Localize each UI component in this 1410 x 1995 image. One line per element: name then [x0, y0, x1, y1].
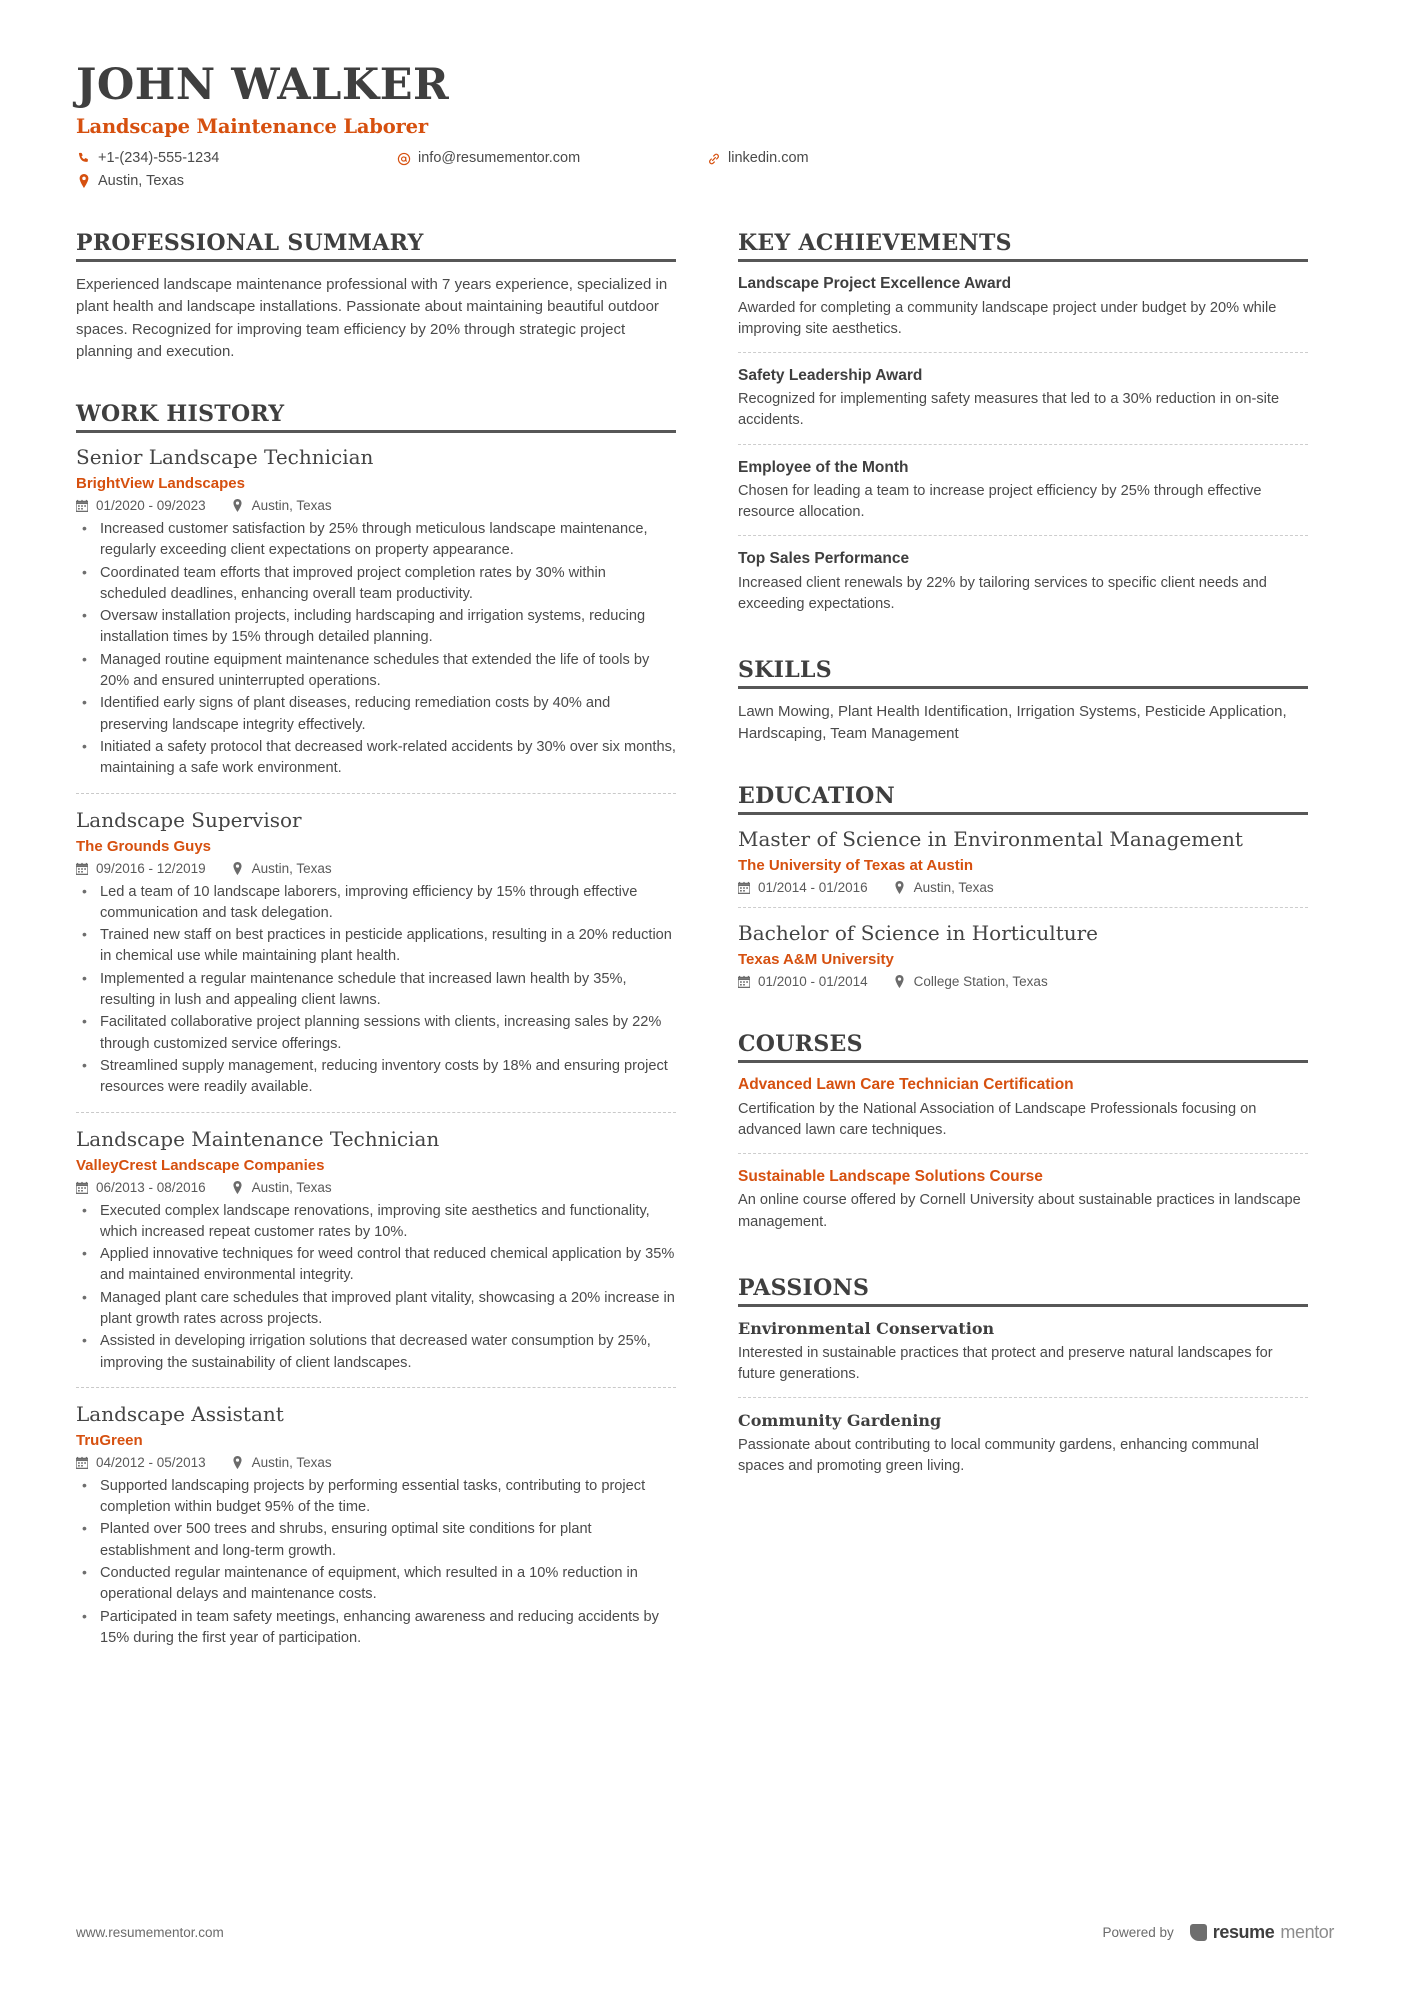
spacer [76, 367, 676, 401]
passion-item [738, 1397, 1308, 1489]
work-bullets [76, 519, 676, 780]
work-bullet: • Planted over 500 trees and shrubs, ensuring optimal site conditions for plant establishment and long-term growth. [76, 1519, 676, 1562]
resume-footer [76, 1922, 1334, 1943]
work-bullet: • Executed complex landscape renovations, improving site aesthetics and functionality, which increased repeat customer rates by 10%. [76, 1201, 676, 1244]
education-degree: Bachelor of Science in Horticulture [738, 921, 1099, 946]
work-dates-text: 04/2012 - 05/2013 [96, 1454, 206, 1470]
education-dates [738, 974, 868, 989]
location-icon [232, 862, 245, 875]
work-bullets [76, 1476, 676, 1649]
link-icon [706, 152, 721, 166]
section-skills [738, 657, 1308, 745]
work-entry [76, 1387, 676, 1662]
section-title-passions: PASSIONS [738, 1275, 1308, 1307]
contact-email-text: info@resumementor.com [418, 150, 581, 167]
work-location [232, 1455, 332, 1470]
work-meta [76, 498, 676, 513]
skills-text: Lawn Mowing, Plant Health Identification, Irrigation Systems, Pesticide Application, Hardscaping, Team Management [738, 702, 1287, 743]
work-bullet: • Assisted in developing irrigation solutions that decreased water consumption by 25%, improving the sustainability of client landscapes. [76, 1331, 676, 1374]
work-location-text: Austin, Texas [251, 1179, 332, 1195]
section-education [738, 783, 1308, 1001]
work-bullet: • Conducted regular maintenance of equipment, which resulted in a 10% reduction in operational delays and maintenance costs. [76, 1563, 676, 1606]
work-role: Landscape Assistant [76, 1401, 284, 1426]
work-dates-text: 09/2016 - 12/2019 [96, 860, 206, 876]
achievement-text: Chosen for leading a team to increase project efficiency by 25% through effective resource allocation. [738, 482, 1262, 521]
education-school: Texas A&M University [738, 951, 894, 969]
contact-row-secondary [76, 170, 1334, 192]
contact-location-text: Austin, Texas [98, 172, 184, 189]
course-title: Advanced Lawn Care Technician Certification [738, 1076, 1074, 1094]
contact-phone[interactable] [76, 147, 396, 169]
location-icon [232, 1181, 245, 1194]
work-bullet: • Applied innovative techniques for weed control that reduced chemical application by 35% and maintained environmental integrity. [76, 1244, 676, 1287]
work-meta [76, 861, 676, 876]
work-bullet: • Led a team of 10 landscape laborers, improving efficiency by 15% through effective communication and task delegation. [76, 882, 676, 925]
education-meta [738, 974, 1308, 989]
location-icon [894, 975, 907, 988]
work-organization: BrightView Landscapes [76, 474, 245, 492]
achievement-item [738, 352, 1308, 444]
section-title-work-history: WORK HISTORY [76, 401, 676, 433]
candidate-name: JOHN WALKER [76, 60, 450, 110]
achievement-title: Employee of the Month [738, 458, 909, 476]
work-bullets [76, 1201, 676, 1374]
work-meta [76, 1180, 676, 1195]
phone-icon [76, 152, 91, 165]
contact-location [76, 170, 396, 192]
work-bullet: • Managed routine equipment maintenance schedules that extended the life of tools by 20% and ensured uninterrupted operations. [76, 650, 676, 693]
work-dates-text: 01/2020 - 09/2023 [96, 497, 206, 513]
section-title-skills: SKILLS [738, 657, 1308, 689]
course-title: Sustainable Landscape Solutions Course [738, 1168, 1043, 1186]
section-title-education: EDUCATION [738, 783, 1308, 815]
work-organization: TruGreen [76, 1431, 143, 1449]
education-dates-text: 01/2010 - 01/2014 [758, 974, 868, 990]
work-bullet: • Identified early signs of plant diseases, reducing remediation costs by 40% and preserving landscape integrity effectively. [76, 693, 676, 736]
achievement-title: Landscape Project Excellence Award [738, 275, 1012, 293]
course-item [738, 1075, 1308, 1153]
section-courses [738, 1031, 1308, 1244]
education-entry [738, 827, 1308, 907]
work-bullet: • Oversaw installation projects, including hardscaping and irrigation systems, reducing installation times by 15% through detailed planning. [76, 606, 676, 649]
skills-body [738, 689, 1308, 745]
work-bullet: • Facilitated collaborative project planning sessions with clients, increasing sales by 22% through customized service offerings. [76, 1012, 676, 1055]
work-organization: The Grounds Guys [76, 837, 212, 855]
education-dates-text: 01/2014 - 01/2016 [758, 880, 868, 896]
calendar-icon [738, 881, 751, 894]
resume-header [76, 62, 1334, 192]
calendar-icon [76, 499, 89, 512]
education-entry [738, 907, 1308, 1001]
location-icon [76, 174, 91, 188]
course-text: Certification by the National Association of Landscape Professionals focusing on advanced lawn care techniques. [738, 1100, 1257, 1138]
work-location [232, 498, 332, 513]
work-entry [76, 445, 676, 793]
work-bullet: • Coordinated team efforts that improved project completion rates by 30% within scheduled deadlines, enhancing overall team productivity. [76, 563, 676, 606]
work-dates [76, 861, 206, 876]
calendar-icon [738, 975, 751, 988]
work-dates [76, 1455, 206, 1470]
work-meta [76, 1455, 676, 1470]
achievement-text: Awarded for completing a community landscape project under budget by 20% while improving site aesthetics. [738, 299, 1277, 337]
work-bullet: • Trained new staff on best practices in pesticide applications, resulting in a 20% reduction in chemical use while maintaining plant health. [76, 925, 676, 968]
education-body [738, 815, 1308, 1001]
contact-row-primary [76, 147, 1334, 169]
achievement-title: Top Sales Performance [738, 550, 910, 568]
contact-email[interactable] [396, 147, 706, 169]
work-bullet: • Managed plant care schedules that improved plant vitality, showcasing a 20% increase in plant growth rates across projects. [76, 1288, 676, 1331]
location-icon [894, 881, 907, 894]
passions-body [738, 1307, 1308, 1490]
contact-link[interactable] [706, 147, 956, 169]
candidate-job-title: Landscape Maintenance Laborer [76, 115, 428, 139]
passion-title: Environmental Conservation [738, 1318, 995, 1338]
section-professional-summary [76, 230, 676, 363]
work-bullet: • Implemented a regular maintenance schedule that increased lawn health by 35%, resulting in lush and appealing client lawns. [76, 969, 676, 1012]
summary-text: Experienced landscape maintenance professional with 7 years experience, specialized in plant health and landscape installations. Passionate about maintaining beautiful outdoor spaces. Recognized for improving team efficiency by 20% through strategic project planning and execution. [76, 276, 668, 360]
work-location-text: Austin, Texas [251, 1454, 332, 1470]
work-bullet: • Increased customer satisfaction by 25% through meticulous landscape maintenance, regularly exceeding client expectations on property appearance. [76, 519, 676, 562]
logo-text-second: mentor [1280, 1922, 1334, 1942]
achievement-title: Safety Leadership Award [738, 366, 923, 384]
section-passions [738, 1275, 1308, 1490]
contact-phone-text: +1-(234)-555-1234 [98, 150, 220, 167]
education-dates [738, 880, 868, 895]
achievement-item [738, 274, 1308, 352]
section-key-achievements [738, 230, 1308, 627]
section-title-professional-summary: PROFESSIONAL SUMMARY [76, 230, 676, 262]
courses-body [738, 1063, 1308, 1244]
location-icon [232, 499, 245, 512]
course-item [738, 1153, 1308, 1245]
contact-info [76, 147, 1334, 192]
resume-body [76, 230, 1334, 1666]
work-location [232, 861, 332, 876]
education-meta [738, 880, 1308, 895]
left-column [76, 230, 676, 1666]
education-location-text: Austin, Texas [913, 880, 994, 896]
work-bullet: • Participated in team safety meetings, enhancing awareness and reducing accidents by 15% during the first year of participation. [76, 1607, 676, 1650]
course-text: An online course offered by Cornell University about sustainable practices in landscape management. [738, 1192, 1301, 1230]
calendar-icon [76, 1181, 89, 1194]
achievement-text: Recognized for implementing safety measures that led to a 30% reduction in on-site accidents. [738, 391, 1280, 429]
spacer [738, 1005, 1308, 1031]
passion-item [738, 1319, 1308, 1397]
education-school: The University of Texas at Austin [738, 857, 974, 875]
right-column [738, 230, 1308, 1493]
footer-powered-by-label: Powered by [1102, 1925, 1174, 1940]
work-bullet: • Supported landscaping projects by performing essential tasks, contributing to project completion within budget 95% of the time. [76, 1476, 676, 1519]
work-bullet: • Streamlined supply management, reducing inventory costs by 18% and ensuring project resources were readily available. [76, 1056, 676, 1099]
education-location [894, 880, 994, 895]
work-entry [76, 1112, 676, 1387]
key-achievements-body [738, 262, 1308, 627]
email-icon [396, 152, 411, 166]
section-title-key-achievements: KEY ACHIEVEMENTS [738, 230, 1308, 262]
section-title-courses: COURSES [738, 1031, 1308, 1063]
work-role: Landscape Maintenance Technician [76, 1126, 440, 1151]
passion-text: Interested in sustainable practices that protect and preserve natural landscapes for future generations. [738, 1344, 1273, 1382]
location-icon [232, 1456, 245, 1469]
work-dates-text: 06/2013 - 08/2016 [96, 1179, 206, 1195]
passion-text: Passionate about contributing to local community gardens, enhancing communal spaces and promoting green living. [738, 1437, 1259, 1475]
calendar-icon [76, 862, 89, 875]
footer-site-url[interactable]: www.resumementor.com [76, 1925, 224, 1940]
logo-mark-icon [1190, 1924, 1207, 1941]
spacer [738, 631, 1308, 657]
work-location-text: Austin, Texas [251, 497, 332, 513]
achievement-item [738, 444, 1308, 536]
calendar-icon [76, 1456, 89, 1469]
achievement-text: Increased client renewals by 22% by tailoring services to specific client needs and exceeding expectations. [738, 574, 1267, 612]
education-degree: Master of Science in Environmental Management [738, 827, 1243, 852]
resumementor-logo [1190, 1922, 1334, 1943]
summary-body [76, 262, 676, 363]
passion-title: Community Gardening [738, 1411, 942, 1431]
work-location-text: Austin, Texas [251, 860, 332, 876]
logo-text-first: resume [1212, 1922, 1275, 1942]
section-work-history [76, 401, 676, 1662]
spacer [738, 1249, 1308, 1275]
contact-link-text: linkedin.com [728, 150, 809, 167]
footer-branding [1102, 1922, 1334, 1943]
work-bullets [76, 882, 676, 1099]
work-entry [76, 793, 676, 1112]
spacer [738, 749, 1308, 783]
education-location-text: College Station, Texas [913, 974, 1048, 990]
work-dates [76, 1180, 206, 1195]
work-location [232, 1180, 332, 1195]
achievement-item [738, 535, 1308, 627]
work-role: Senior Landscape Technician [76, 444, 374, 469]
work-role: Landscape Supervisor [76, 807, 302, 832]
work-bullet: • Initiated a safety protocol that decreased work-related accidents by 30% over six months, maintaining a safe work environment. [76, 737, 676, 780]
work-history-body [76, 433, 676, 1662]
work-dates [76, 498, 206, 513]
education-location [894, 974, 1048, 989]
work-organization: ValleyCrest Landscape Companies [76, 1156, 325, 1174]
